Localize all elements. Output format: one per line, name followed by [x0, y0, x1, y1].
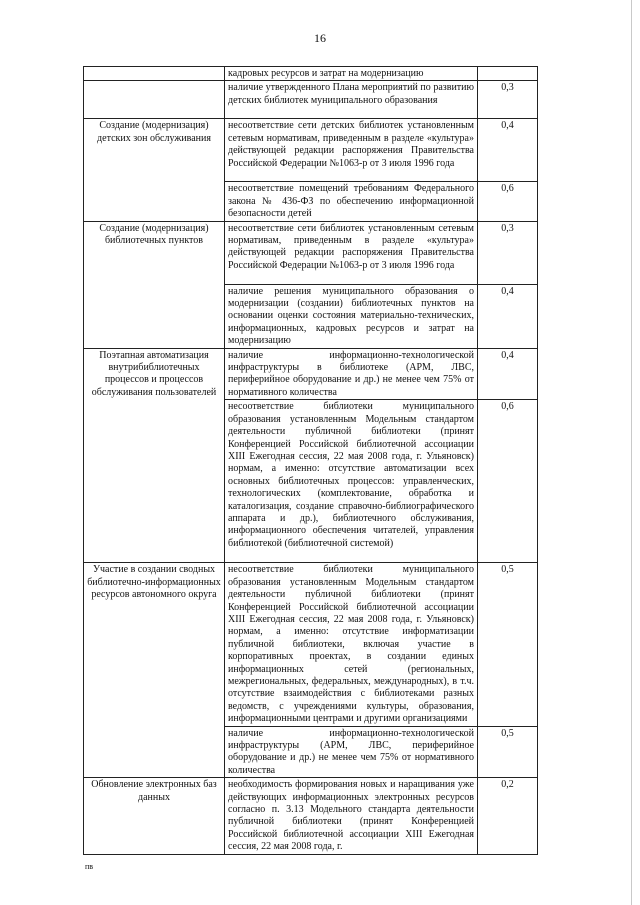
section-cell: Поэтапная автоматизация внутрибиблиотечных процессов и процессов обслуживания пользователей: [84, 348, 225, 563]
criterion-cell: несоответствие библиотеки муниципального образования установленным Модельным стандартом деятельности публичной библиотеки (принят Конференцией Российской библиотечной ассоциации XIII Ежегодная сессия, 22 мая 2008 года, г. Ульяновск) нормам, а именно: отсутствие автоматизации всех основных библиотечных процессов: управленческих, технологических (комплектование, обработка и каталогизация, создание справочно-библиографического аппарата и др.), библиотечного обслуживания, информационного обеспечения читателей, управления библиотекой (библиотечной системой): [225, 400, 478, 563]
criterion-cell: наличие утвержденного Плана мероприятий по развитию детских библиотек муниципального образования: [225, 81, 478, 119]
table-row: [84, 67, 538, 81]
weight-cell: 0,6: [478, 182, 538, 221]
criterion-cell: несоответствие библиотеки муниципального образования установленным Модельным стандартом деятельности публичной библиотеки (принят Конференцией Российской библиотечной ассоциации XIII Ежегодная сессия, 22 мая 2008 года, г. Ульяновск) нормам, а именно: отсутствие информатизации публичной библиотеки, включая участие в корпоративных проектах, в создании единых информационных сетей (региональных, межрегиональных, федеральных, международных), в т.ч. отсутствие взаимодействия с библиотеками разных ведомств, с учреждениями культуры, образования, информационными центрами и другими организациями: [225, 563, 478, 726]
weight-cell: 0,5: [478, 563, 538, 726]
criterion-cell: несоответствие сети детских библиотек установленным сетевым нормативам, приведенным в разделе «культура» действующей редакции распоряжения Правительства Российской Федерации №1063-р от 3 июля 1996 года: [225, 119, 478, 182]
criterion-cell: наличие информационно-технологической инфраструктуры (АРМ, ЛВС, периферийное оборудование и др.) не менее чем 75% от нормативного количества: [225, 726, 478, 778]
footer-mark: пв: [85, 862, 94, 871]
criterion-cell: кадровых ресурсов и затрат на модернизацию: [225, 67, 478, 81]
criteria-table: [83, 66, 538, 855]
criterion-cell: несоответствие помещений требованиям Федерального закона № 436-ФЗ по обеспечению информационной безопасности детей: [225, 182, 478, 221]
table-row: [84, 563, 538, 726]
section-cell: Создание (модернизация) библиотечных пунктов: [84, 221, 225, 348]
weight-cell: 0,6: [478, 400, 538, 563]
table-row: [84, 119, 538, 182]
weight-cell: [478, 67, 538, 81]
criterion-cell: несоответствие сети библиотек установленным сетевым нормативам, приведенным в разделе «культура» действующей редакции распоряжения Правительства Российской Федерации №1063-р от 3 июля 1996 года: [225, 221, 478, 284]
criteria-table-body: [84, 67, 538, 855]
section-cell: Участие в создании сводных библиотечно-информационных ресурсов автономного округа: [84, 563, 225, 778]
criterion-cell: наличие решения муниципального образования о модернизации (создании) библиотечных пунктов на основании оценки состояния материально-технических, информационных, кадровых ресурсов и затрат на модернизацию: [225, 284, 478, 348]
table-row: [84, 221, 538, 284]
weight-cell: 0,5: [478, 726, 538, 778]
table-row: [84, 348, 538, 400]
section-cell: Создание (модернизация) детских зон обслуживания: [84, 119, 225, 221]
weight-cell: 0,3: [478, 81, 538, 119]
page-number: 16: [314, 31, 326, 45]
section-cell: [84, 67, 225, 81]
table-row: [84, 81, 538, 119]
criterion-cell: наличие информационно-технологической инфраструктуры в библиотеке (АРМ, ЛВС, периферийное оборудование и др.) не менее чем 75% от нормативного количества: [225, 348, 478, 400]
section-cell: [84, 81, 225, 119]
weight-cell: 0,4: [478, 119, 538, 182]
table-row: [84, 778, 538, 854]
weight-cell: 0,4: [478, 284, 538, 348]
weight-cell: 0,2: [478, 778, 538, 854]
scan-edge-line: [631, 0, 632, 905]
weight-cell: 0,3: [478, 221, 538, 284]
criterion-cell: необходимость формирования новых и наращивания уже действующих информационных электронных ресурсов согласно п. 3.13 Модельного стандарта деятельности публичной библиотеки (принят Конференцией Российской библиотечной ассоциации XIII Ежегодная сессия, 22 мая 2008 года, г.: [225, 778, 478, 854]
weight-cell: 0,4: [478, 348, 538, 400]
section-cell: Обновление электронных баз данных: [84, 778, 225, 854]
